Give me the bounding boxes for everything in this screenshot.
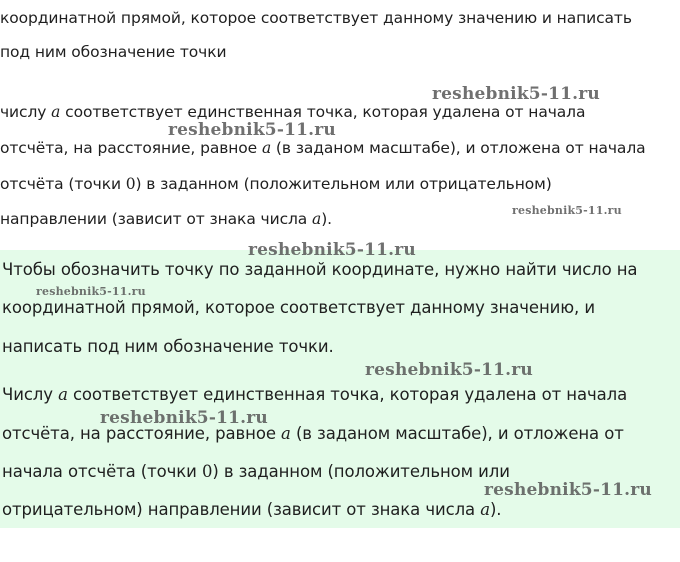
variable-a: a <box>261 139 272 157</box>
text-line: Чтобы обозначить точку по заданной координате, нужно найти число на <box>2 260 638 279</box>
text-line: координатной прямой, которое соответствует данному значению, и <box>2 298 595 317</box>
text-line: отсчёта, на расстояние, равное a (в заданом масштабе), и отложена от начала <box>0 139 646 157</box>
text-line: написать под ним обозначение точки. <box>2 337 334 356</box>
text-line: отсчёта (точки 0) в заданном (положительном или отрицательном) <box>0 175 552 193</box>
number-zero: 0 <box>201 462 213 481</box>
watermark: reshebnik5-11.ru <box>484 480 652 500</box>
watermark: reshebnik5-11.ru <box>36 285 146 298</box>
watermark: reshebnik5-11.ru <box>168 120 336 140</box>
variable-a: a <box>51 103 61 121</box>
text-line: под ним обозначение точки <box>0 43 227 61</box>
watermark: reshebnik5-11.ru <box>100 408 268 428</box>
number-zero: 0 <box>125 175 136 193</box>
variable-a: a <box>312 210 322 228</box>
variable-a: a <box>58 385 68 404</box>
watermark: reshebnik5-11.ru <box>512 204 622 217</box>
watermark: reshebnik5-11.ru <box>432 84 600 104</box>
text-line: начала отсчёта (точки 0) в заданном (положительном или <box>2 462 510 481</box>
watermark: reshebnik5-11.ru <box>248 240 416 260</box>
text-line: отсчёта, на расстояние, равное a (в заданом масштабе), и отложена от <box>2 424 624 443</box>
watermark: reshebnik5-11.ru <box>365 360 533 380</box>
text-line: числу a соответствует единственная точка, которая удалена от начала <box>0 103 586 121</box>
variable-a: a <box>281 424 291 443</box>
text-line: координатной прямой, которое соответствует данному значению и написать <box>0 9 632 27</box>
text-line: Числу a соответствует единственная точка, которая удалена от начала <box>2 385 628 404</box>
text-line: отрицательном) направлении (зависит от знака числа a). <box>2 500 502 519</box>
variable-a: a <box>480 500 490 519</box>
text-line: направлении (зависит от знака числа a). <box>0 210 332 228</box>
